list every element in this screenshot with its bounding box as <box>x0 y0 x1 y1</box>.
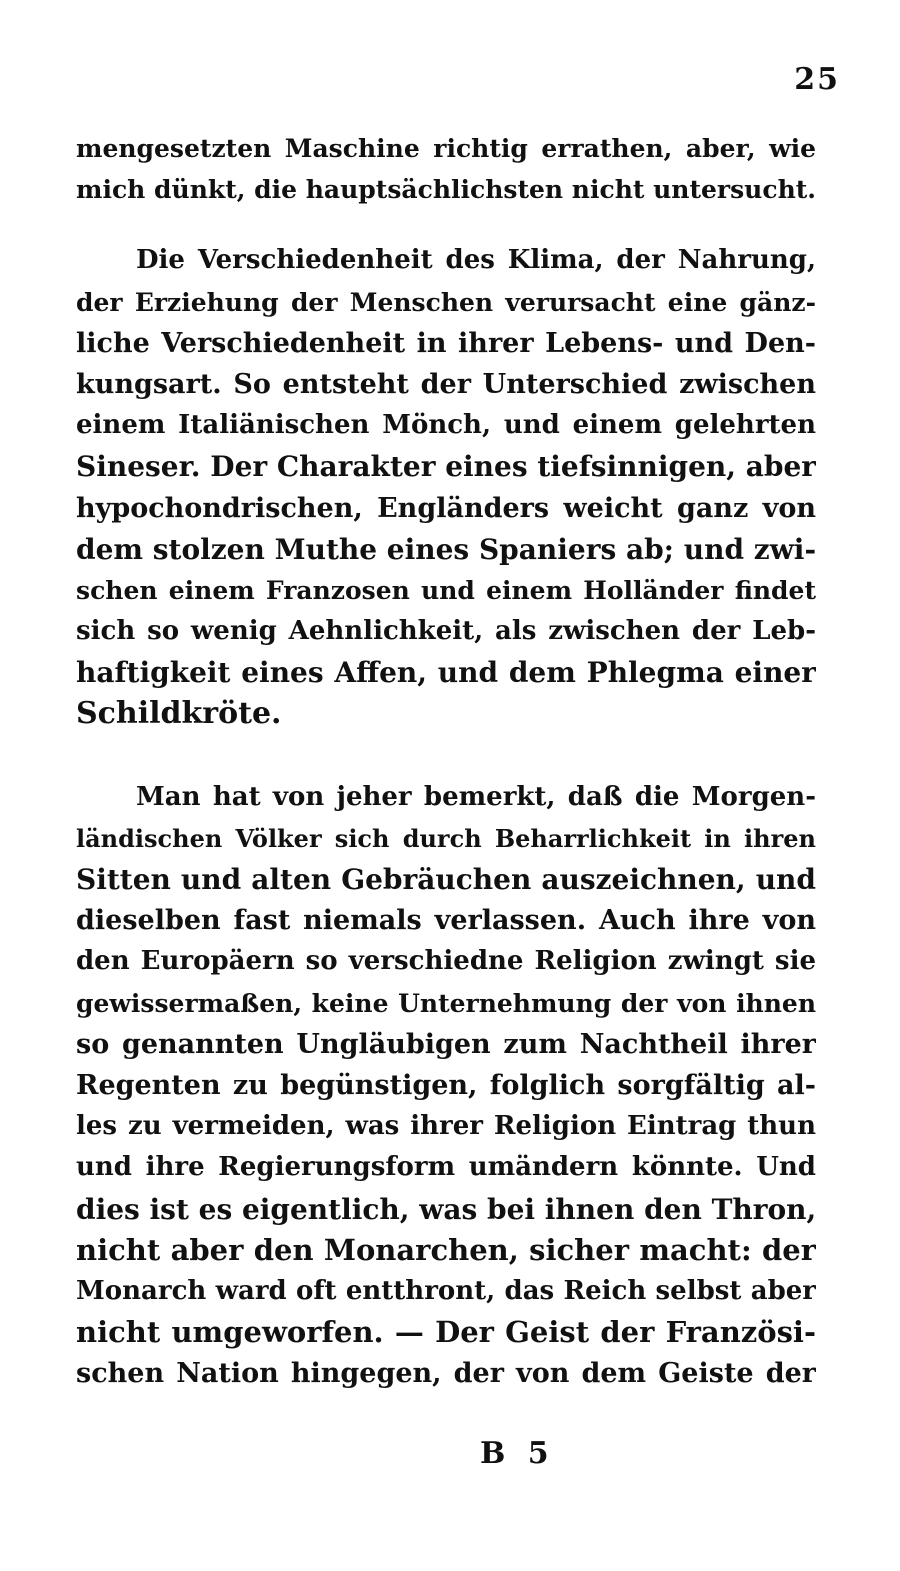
text-line: dem stolzen Muthe eines Spaniers ab; und zwi- <box>76 532 816 566</box>
text-line: den Europäern so verschiedne Religion zwingt sie <box>76 946 816 977</box>
text-line: nicht aber den Monarchen, sicher macht: der <box>76 1232 816 1267</box>
text-line: Sineser. Der Charakter eines tiefsinnigen, aber <box>76 450 816 484</box>
page-number: 25 <box>794 62 840 97</box>
text-line: ländischen Völker sich durch Beharrlichkeit in ihren <box>76 823 816 853</box>
text-line: hypochondrischen, Engländers weicht ganz von <box>76 492 816 524</box>
text-line: Man hat von jeher bemerkt, daß die Morgen- <box>136 781 816 812</box>
text-line: sich so wenig Aehnlichkeit, als zwischen der Leb- <box>76 616 816 647</box>
paragraph-gap <box>76 210 816 240</box>
paragraph-continuation <box>76 128 816 210</box>
text-line: schen einem Franzosen und einem Holländer findet <box>76 575 816 605</box>
text-line: der Erziehung der Menschen verursacht eine gänz- <box>76 287 816 317</box>
paragraph-oriental <box>76 777 816 1395</box>
paragraph-gap <box>76 735 816 777</box>
text-line: gewissermaßen, keine Unternehmung der von ihnen <box>76 988 816 1018</box>
signature-mark: B 5 <box>480 1436 555 1471</box>
text-line: haftigkeit eines Affen, und dem Phlegma einer <box>76 656 816 690</box>
paragraph-climate <box>76 240 816 734</box>
text-line: kungsart. So entsteht der Unterschied zwischen <box>76 368 816 400</box>
text-line: Monarch ward oft entthront, das Reich selbst aber <box>76 1275 816 1306</box>
text-line: Sitten und alten Gebräuchen auszeichnen, und <box>76 863 816 896</box>
text-line: schen Nation hingegen, der von dem Geiste der <box>76 1358 816 1390</box>
text-line: liche Verschiedenheit in ihrer Lebens- und Den- <box>76 327 816 359</box>
text-line: les zu vermeiden, was ihrer Religion Eintrag thun <box>76 1111 816 1142</box>
text-line: einem Italiänischen Mönch, und einem gelehrten <box>76 410 816 441</box>
text-line: mich dünkt, die hauptsächlichsten nicht untersucht. <box>76 175 816 205</box>
text-line: und ihre Regierungsform umändern könnte. Und <box>76 1152 816 1183</box>
text-line: dieselben fast niemals verlassen. Auch ihre von <box>76 905 816 937</box>
text-line: mengesetzten Maschine richtig errathen, aber, wie <box>76 134 816 163</box>
text-line: Schildkröte. <box>76 696 282 732</box>
text-line: Die Verschiedenheit des Klima, der Nahrung, <box>136 245 816 276</box>
body-text <box>76 128 816 1394</box>
text-line: nicht umgeworfen. — Der Geist der Französi- <box>76 1315 816 1350</box>
text-line: Regenten zu begünstigen, folglich sorgfältig al- <box>76 1069 816 1101</box>
text-line: dies ist es eigentlich, was bei ihnen den Thron, <box>76 1192 816 1226</box>
text-line: so genannten Ungläubigen zum Nachtheil ihrer <box>76 1028 816 1060</box>
